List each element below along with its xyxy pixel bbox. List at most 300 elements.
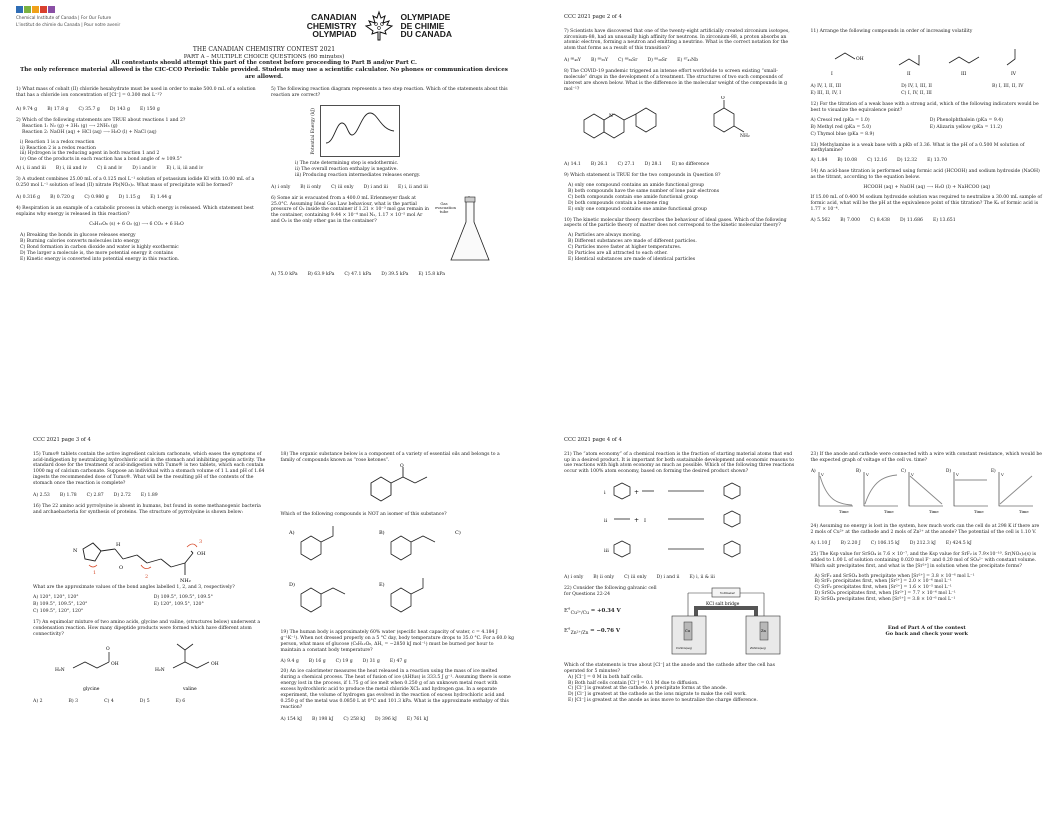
answer-option[interactable]: C) both compounds contain one amide functional group bbox=[568, 194, 698, 200]
flask-figure bbox=[435, 196, 495, 266]
answer-option[interactable]: C) Particles move faster at higher temperatures. bbox=[568, 245, 682, 251]
graph-x-label: Time bbox=[973, 509, 984, 515]
answer-option[interactable]: C) iii only bbox=[331, 184, 354, 190]
compound-label: III bbox=[960, 71, 966, 77]
answer-option[interactable]: C) [Cl⁻] is greatest at the cathode. A precipitate forms at the anode. bbox=[568, 686, 727, 692]
question-9 bbox=[564, 173, 797, 212]
statement-item: i) The rate determining step is endothermic. bbox=[295, 161, 399, 167]
statement-item: iii) Hydrogen is the reducing agent in both reaction 1 and 2 bbox=[20, 151, 160, 157]
svg-text:OH: OH bbox=[855, 56, 864, 62]
answer-option[interactable]: C) iii only bbox=[624, 575, 647, 581]
cic-logo bbox=[16, 6, 120, 13]
svg-text:B): B) bbox=[855, 468, 861, 474]
question-19 bbox=[281, 630, 515, 664]
page-2 bbox=[529, 0, 1057, 410]
answer-option[interactable]: B) 10.08 bbox=[837, 158, 858, 164]
svg-text:H₂N: H₂N bbox=[155, 667, 165, 673]
answer-option[interactable]: C) 109.5°, 120°, 120° bbox=[33, 609, 84, 615]
page-2-left-column bbox=[564, 29, 797, 268]
question-stem: 11) Arrange the following compounds in order of increasing volatility bbox=[810, 28, 973, 34]
answer-options bbox=[16, 195, 257, 201]
answer-option[interactable]: E) i, ii and iii bbox=[397, 184, 428, 190]
answer-option[interactable]: D) Phenolphthalein (pKa = 9.4) bbox=[929, 117, 1003, 123]
svg-text:Voltmeter: Voltmeter bbox=[720, 590, 735, 595]
svg-text:i: i bbox=[604, 490, 606, 497]
answer-option[interactable]: A) 9.74 g bbox=[16, 107, 38, 113]
rose-ketone-structure bbox=[281, 463, 501, 509]
answer-option[interactable]: C) 8.438 bbox=[870, 218, 890, 224]
cic-tagline-fr: L'institut de chimie du Canada | Pour notre avenir bbox=[16, 22, 121, 28]
answer-option[interactable]: E) 761 kJ bbox=[406, 716, 429, 722]
olymp-en-line: CANADIAN bbox=[311, 11, 357, 22]
cic-logo-square-blue bbox=[16, 6, 23, 13]
svg-text:B): B) bbox=[378, 530, 385, 537]
answer-option[interactable]: C) 27.1 bbox=[617, 162, 635, 168]
atom-economy-reactions-figure bbox=[564, 479, 784, 565]
answer-option[interactable]: A) SrF₂ and SrSO₄ both precipitate when [Sr²⁺] = 3.8 × 10⁻⁶ mol L⁻¹ bbox=[814, 573, 975, 579]
answer-option[interactable]: B) ⁸⁹₃₉Y bbox=[590, 58, 608, 64]
graph-y-label: V bbox=[820, 472, 824, 478]
instructions-line-2: The only reference material allowed is the CIC-CCO Periodic Table provided. Students may use a scientific calculator. No phones or communication devices are allowed. bbox=[20, 67, 508, 81]
svg-text:ZnSO₄(aq): ZnSO₄(aq) bbox=[750, 645, 766, 650]
volatility-compounds-figure bbox=[811, 35, 1031, 79]
answer-option[interactable]: C) 12.16 bbox=[867, 158, 888, 164]
svg-text:O: O bbox=[106, 646, 110, 652]
valine-label: valine bbox=[183, 686, 197, 692]
answer-option[interactable]: B) 109.5°, 109.5°, 120° bbox=[33, 602, 88, 608]
answer-option[interactable]: E) 6 bbox=[175, 699, 186, 705]
answer-option[interactable]: D) 109.5°, 109.5°, 109.5° bbox=[153, 595, 213, 601]
cic-logo-square-red bbox=[40, 6, 47, 13]
graph-y-label: V bbox=[865, 472, 869, 478]
answer-option[interactable]: C) 47.1 kPa bbox=[344, 271, 372, 277]
question-stem: 17) An equimolar mixture of two amino acids, glycine and valine, (structures below) underwent a condensation reaction. How many dipeptide products were formed which have different atom connectivity? bbox=[33, 619, 261, 637]
answer-option[interactable]: D) both compounds contain a benzene ring bbox=[568, 200, 669, 206]
question-stem: 10) The kinetic molecular theory describes the behaviour of ideal gases. Which of the following aspects of the particle theory of matter does not correspond to the kinetic molecular theory? bbox=[564, 217, 787, 229]
answer-option[interactable]: A) Breaking the bonds in glucose releases energy bbox=[20, 233, 136, 239]
page-1-right-column bbox=[271, 87, 512, 282]
answer-option[interactable]: B) ii only bbox=[593, 575, 615, 581]
y-axis-label: Potential Energy (kJ) bbox=[311, 107, 316, 155]
answer-options bbox=[564, 58, 797, 64]
question-stem: 16) The 22 amino acid pyrrolysine is absent in humans, but found in some methanogenic bacteria and archaebacteria for synthesis of proteins. The structure of pyrrolysine is shown below: bbox=[33, 503, 261, 515]
contest-banner bbox=[16, 6, 512, 46]
end-line-1: End of Part A of the contest bbox=[887, 624, 966, 631]
statement-list bbox=[16, 140, 257, 164]
answer-option[interactable]: B) both compounds have the same number of lone pair electrons bbox=[568, 189, 720, 195]
answer-option[interactable]: B) Burning calories converts molecules into energy bbox=[20, 239, 140, 245]
answer-option[interactable]: C) 4 bbox=[104, 699, 114, 705]
answer-option[interactable]: A) 75.0 kPa bbox=[271, 271, 298, 277]
answer-option[interactable]: E) 424.5 kJ bbox=[945, 541, 972, 547]
question-stem: 20) An ice calorimeter measures the heat released in a reaction using the mass of ice melted during a chemical process. The heat of fusion of ice (ΔHfus) is 333.5 J g⁻¹. Assuming there is some energy lost in the process, if 1.75 g of ice melt when 0.250 g of an unknown metal react with excess hydrochloric acid to produce the metal chloride XCl₂ and hydrogen gas. In a separate experiment, the volume of hydrogen gas evolved in the reaction of excess hydrochloric acid and 0.250 g of the metal was 0.0850 L at 0°C and 101.3 kPa. What is the approximate enthalpy of this reaction? bbox=[280, 669, 511, 710]
page-4-right-column bbox=[811, 452, 1044, 709]
question-stem-2: If 15.00 mL of 0.400 M sodium hydroxide solution was required to neutralize a 30.00 mL sample of formic acid, what will be the pH at the equivalence point of this titration? The Kₐ of formic acid is 1.77 × 10⁻⁴. bbox=[810, 194, 1042, 212]
galvanic-cell-diagram bbox=[668, 586, 784, 658]
question-stem-2: What are the approximate values of the bond angles labelled 1, 2, and 3, respectively? bbox=[33, 585, 235, 591]
cu-potential-value: +0.34 V bbox=[596, 607, 621, 614]
compound-label: I bbox=[830, 71, 833, 77]
answer-option[interactable]: D) 2.72 bbox=[113, 492, 131, 498]
answer-options bbox=[16, 166, 257, 172]
question-stem: 14) An acid-base titration is performed using formic acid (HCOOH) and sodium hydroxide (NaOH) as the titrant, according to the equation below. bbox=[810, 169, 1040, 181]
salt-bridge-label: KCl salt bridge bbox=[706, 601, 740, 607]
question-4 bbox=[16, 206, 257, 263]
question-10 bbox=[564, 218, 797, 263]
question-22 bbox=[564, 586, 797, 704]
instructions-line-1: All contestants should attempt this part of the contest before proceeding to Part B and/or Part C. bbox=[111, 60, 417, 67]
question-stem: 1) What mass of cobalt (II) chloride hexahydrate must be used in order to make 500.0 mL of a solution that has a chloride ion concentration of [Cl⁻] = 0.300 mol L⁻¹? bbox=[16, 87, 256, 99]
answer-options bbox=[33, 493, 267, 499]
answer-option[interactable]: C) 35.7 g bbox=[78, 107, 100, 113]
answer-options bbox=[564, 575, 797, 581]
page-3-right-column bbox=[281, 452, 515, 728]
svg-text:1: 1 bbox=[93, 569, 97, 576]
svg-text:OH: OH bbox=[111, 661, 119, 667]
statement-item: iv) One of the products in each reaction has a bond angle of ≈ 109.5° bbox=[20, 157, 182, 163]
answer-options bbox=[811, 541, 1044, 547]
answer-option[interactable]: B) Both half cells contain [Cl⁻] = 0.1 M due to diffusion. bbox=[568, 680, 699, 686]
page-1 bbox=[0, 0, 528, 410]
question-2 bbox=[16, 118, 257, 172]
answer-option[interactable]: C) I, IV, II, III bbox=[901, 91, 932, 97]
question-6 bbox=[271, 196, 512, 278]
statement-item: iii) Producing reaction intermediates releases energy. bbox=[295, 172, 421, 178]
cic-logo-square-purple bbox=[48, 6, 55, 13]
page-3 bbox=[0, 411, 528, 821]
svg-text:E): E) bbox=[990, 468, 996, 474]
statement-item: ii) Reaction 2 is a redox reaction bbox=[20, 145, 96, 151]
question-stem: 2) Which of the following statements are TRUE about reactions 1 and 2? bbox=[16, 118, 186, 124]
graph-x-label: Time bbox=[883, 509, 894, 515]
question-13 bbox=[811, 143, 1044, 165]
answer-options bbox=[33, 699, 267, 705]
svg-text:+: + bbox=[634, 489, 640, 497]
question-stem: 19) The human body is approximately 60% water (specific heat capacity of water, c = 4.184 J g⁻¹K⁻¹). When not dressed properly on a 5 °C day, body temperature drops to 35.0 °C. For a 60.0 kg person, what mass of glucose (C₆H₁₂O₆, ΔH꜀ = −2850 kJ mol⁻¹) must be burned per hour to maintain a constant body temperature? bbox=[280, 630, 514, 653]
answer-options bbox=[281, 659, 515, 665]
svg-text:NH₂: NH₂ bbox=[180, 577, 191, 583]
answer-option[interactable]: A) Cresol red (pKa = 1.0) bbox=[810, 117, 870, 123]
answer-option[interactable]: E) only one compound contains one amine functional group bbox=[568, 206, 707, 212]
answer-options bbox=[16, 107, 257, 113]
answer-option[interactable]: E) 13.70 bbox=[927, 158, 947, 164]
answer-options bbox=[564, 233, 797, 262]
answer-option[interactable]: A) 1.10 J bbox=[810, 541, 831, 547]
answer-options bbox=[811, 158, 1044, 164]
svg-text:C): C) bbox=[900, 468, 906, 474]
answer-option[interactable]: C) 19 g bbox=[335, 658, 353, 664]
question-stem: 23) If the anode and cathode were connected with a wire with constant resistance, which would be the expected graph of voltage of the cell vs. time? bbox=[810, 451, 1042, 463]
contest-title: THE CANADIAN CHEMISTRY CONTEST 2021 bbox=[192, 46, 336, 53]
respiration-equation: C₆H₁₂O₆ (s) + 6 O₂ (g) ⟶ 6 CO₂ + 6 H₂O bbox=[89, 222, 184, 228]
cic-logo-square-orange bbox=[32, 6, 39, 13]
answer-option[interactable]: A) Particles are always moving. bbox=[568, 233, 642, 239]
answer-option[interactable]: B) 26.1 bbox=[590, 162, 608, 168]
contest-title-block bbox=[16, 46, 512, 81]
answer-option[interactable]: D) 11.686 bbox=[899, 218, 923, 224]
question-17 bbox=[33, 620, 267, 705]
answer-option[interactable]: D) 1.15 g bbox=[118, 194, 141, 200]
energy-profile-graph bbox=[320, 105, 400, 157]
answer-option[interactable]: B) 198 kJ bbox=[311, 716, 334, 722]
answer-option[interactable]: D) 143 g bbox=[109, 107, 130, 113]
question-stem: 18) The organic substance below is a component of a variety of essential oils and belongs to a family of compounds known as “rose ketones”. bbox=[280, 451, 500, 463]
answer-option[interactable]: B) Different substances are made of different particles. bbox=[568, 239, 697, 245]
page-1-columns bbox=[16, 87, 512, 282]
question-stem-2: Which of the statements is true about [Cl⁻] at the anode and the cathode after the cell has operated for 5 minutes? bbox=[564, 662, 775, 674]
answer-option[interactable]: E) Alizarin yellow (pKa = 11.2) bbox=[929, 124, 1002, 130]
page-3-left-column bbox=[33, 452, 267, 728]
svg-text:Zn: Zn bbox=[761, 628, 766, 633]
page-2-columns bbox=[564, 29, 1043, 268]
answer-option[interactable]: D) IV, I, III, II bbox=[901, 84, 932, 90]
answer-option[interactable]: C) Bond formation in carbon dioxide and water is highly exothermic bbox=[20, 245, 179, 251]
answer-option[interactable]: D) i and ii bbox=[656, 575, 680, 581]
answer-option[interactable]: C) 2.87 bbox=[86, 492, 104, 498]
answer-option[interactable]: D) 212.3 kJ bbox=[909, 541, 936, 547]
question-stem: 15) Tums® tablets contain the active ingredient calcium carbonate, which eases the symptoms of acid-indigestion by neutralizing hydrochloric acid in the stomach and inhibiting pepsin activity. The standard dose for the treatment of acid-indigestion with Tums® is two tablets, which each contain 1000 mg of calcium carbonate. Suppose an individual with a stomach volume of 1 L and pH of 1.64 ingests the recommended dose of Tums®. What will be the resulting pH of the contents of the stomach once the reaction is complete? bbox=[33, 451, 266, 487]
svg-text:H₂N: H₂N bbox=[55, 667, 65, 673]
question-24 bbox=[811, 524, 1044, 547]
answer-option[interactable]: E) 13.651 bbox=[932, 218, 956, 224]
question-5 bbox=[271, 87, 512, 190]
answer-option[interactable]: D) 39.5 kPa bbox=[381, 271, 409, 277]
question-stem: 6) Some air is evacuated from a 400.0 mL Erlenmeyer flask at 25.0°C. Assuming Ideal Gas Law behaviour, what is the partial pressure of O₂ inside the container if 1.21 × 10⁻³ mol gas remain in the container, containing 9.44 × 10⁻⁴ mol N₂, 1.17 × 10⁻⁵ mol Ar and O₂ is the only other gas in the container? bbox=[271, 195, 430, 225]
answer-option[interactable]: A) 2 bbox=[33, 699, 43, 705]
answer-option[interactable]: B) 0.720 g bbox=[50, 194, 75, 200]
answer-option[interactable]: B) Methyl red (pKa = 5.0) bbox=[810, 124, 871, 130]
answer-option[interactable]: D) 396 kJ bbox=[375, 716, 397, 722]
answer-option[interactable]: A) 0.316 g bbox=[16, 194, 41, 200]
answer-option[interactable]: D) 12.32 bbox=[897, 158, 918, 164]
svg-text:ii: ii bbox=[604, 518, 608, 525]
svg-text:OH: OH bbox=[197, 550, 206, 557]
answer-option[interactable]: C) 0.980 g bbox=[84, 194, 109, 200]
cu-potential: $E^\circ_{Cu^{2+}/Cu} = +0.34$ V bbox=[564, 607, 621, 616]
answer-option[interactable]: C) Thymol blue (pKa = 8.9) bbox=[810, 131, 875, 137]
drug-structures-figure bbox=[564, 96, 784, 154]
answer-option[interactable]: B) 2.20 J bbox=[840, 541, 861, 547]
question-stem-2: Which of the following compounds is NOT an isomer of this substance? bbox=[280, 512, 447, 518]
answer-option[interactable]: A) only one compound contains an amide functional group bbox=[568, 183, 705, 189]
answer-option[interactable]: E) i, ii & iii bbox=[689, 575, 715, 581]
answer-options bbox=[16, 233, 257, 262]
svg-text:iii: iii bbox=[604, 548, 609, 555]
maple-leaf-icon bbox=[363, 10, 395, 42]
answer-option[interactable]: A) 14.1 bbox=[564, 162, 581, 168]
graph-x-label: Time bbox=[838, 509, 849, 515]
answer-options bbox=[811, 574, 1044, 603]
answer-option[interactable]: B) ii only bbox=[300, 184, 322, 190]
question-3 bbox=[16, 177, 257, 201]
answer-option[interactable]: E) III, II, IV, I bbox=[810, 91, 842, 97]
question-stem: 9) Which statement is TRUE for the two compounds in Question 8? bbox=[564, 173, 721, 179]
question-stem: 13) Methylamine is a weak base with a pKb of 3.36. What is the pH of a 0.500 M solution of methylamine? bbox=[810, 142, 1025, 154]
answer-option[interactable]: B) 16 g bbox=[308, 658, 326, 664]
svg-text:OH: OH bbox=[211, 661, 219, 667]
answer-option[interactable]: C) ii and iv bbox=[96, 166, 123, 172]
answer-option[interactable]: A) IV, I, II, III bbox=[810, 84, 842, 90]
page-2-right-column bbox=[811, 29, 1044, 268]
answer-option[interactable]: B) I, III, II, IV bbox=[991, 84, 1024, 90]
svg-text:N: N bbox=[73, 547, 78, 554]
answer-option[interactable]: A) 9.4 g bbox=[280, 658, 299, 664]
answer-option[interactable]: A) i only bbox=[564, 575, 584, 581]
svg-text:A): A) bbox=[288, 530, 295, 537]
answer-options bbox=[564, 162, 797, 168]
answer-option[interactable]: A) 5.562 bbox=[810, 218, 831, 224]
svg-text:A): A) bbox=[810, 468, 816, 474]
compound-label: IV bbox=[1010, 71, 1016, 77]
answer-option[interactable]: A) i only bbox=[271, 184, 291, 190]
graph-y-label: V bbox=[955, 472, 959, 478]
question-1 bbox=[16, 87, 257, 113]
answer-option[interactable]: D) i and iv bbox=[132, 166, 157, 172]
answer-option[interactable]: D) The larger a molecule is, the more potential energy it contains bbox=[20, 250, 174, 256]
answer-option[interactable]: C) 258 kJ bbox=[343, 716, 366, 722]
answer-option[interactable]: B) 17.8 g bbox=[47, 107, 69, 113]
answer-option[interactable]: E) 47 g bbox=[389, 658, 407, 664]
olymp-fr-line: DU CANADA bbox=[400, 29, 452, 40]
question-stem: 21) The “atom economy” of a chemical reaction is the fraction of starting material atoms that end up in a desired product. It is important for both sustainable development and economic reasons to use reactions with high atom economy as much as possible. Which of the following three reactions occur with 100% atom economy, based on forming the desired product shown? bbox=[564, 451, 795, 475]
answer-option[interactable]: B) i, iii and iv bbox=[55, 166, 87, 172]
galvanic-cell-text bbox=[564, 586, 662, 658]
answer-options bbox=[564, 183, 797, 212]
answer-option[interactable]: A) [Cl⁻] = 0 M in both half cells. bbox=[568, 674, 644, 680]
question-25 bbox=[811, 552, 1044, 603]
answer-options bbox=[811, 84, 1044, 97]
answer-options bbox=[271, 272, 512, 278]
answer-option[interactable]: E) 1.89 bbox=[140, 492, 158, 498]
question-stem: 22) Consider the following galvanic cell for Questions 22-24 bbox=[564, 585, 657, 597]
question-8 bbox=[564, 69, 797, 168]
answer-option[interactable]: E) 1.44 g bbox=[150, 194, 172, 200]
answer-option[interactable]: A) 2.53 bbox=[33, 492, 50, 498]
answer-option[interactable]: E) 120°, 109.5°, 120° bbox=[153, 602, 204, 608]
answer-option[interactable]: E) ⁸⁷₄₁Nb bbox=[677, 58, 699, 64]
graph-x-label: Time bbox=[928, 509, 939, 515]
answer-option[interactable]: B) SrF₂ precipitates first, when [Sr²⁺] = 2.0 × 10⁻⁶ mol L⁻¹ bbox=[814, 579, 952, 585]
answer-option[interactable]: C) 106.15 kJ bbox=[870, 541, 900, 547]
question-stem: 7) Scientists have discovered that one of the twenty-eight artificially created zirconium isotopes, zirconium-88, had an unusually high affinity for neutrons. In zirconium-88, a proton absorbs an atomic electron, forming a neutron and emitting a neutrino. What is the correct notation for the atom that forms as a result of this transition? bbox=[564, 28, 790, 52]
answer-options bbox=[811, 118, 1044, 138]
answer-option[interactable]: D) [Cl⁻] is greatest at the cathode as the ions migrate to make the cell work. bbox=[568, 692, 747, 698]
answer-option[interactable]: E) no difference bbox=[671, 162, 710, 168]
svg-text:+: + bbox=[634, 517, 640, 525]
statement-list bbox=[291, 161, 512, 179]
answer-options bbox=[564, 675, 797, 704]
question-stem: 24) Assuming no energy is lost in the system, how much work can the cell do at 298 K if there are 2 mols of Cu²⁺ at the cathode and 2 mols of Zn²⁺ at the anode? The potential of the cell is 1.10 V. bbox=[810, 524, 1040, 536]
answer-option[interactable]: C) ⁸⁸₃₉Sr bbox=[618, 58, 638, 64]
question-18 bbox=[281, 452, 515, 625]
answer-option[interactable]: D) 5 bbox=[139, 699, 150, 705]
svg-text:C): C) bbox=[454, 530, 461, 537]
answer-option[interactable]: E) i, ii, iii and iv bbox=[166, 166, 204, 172]
svg-text:3: 3 bbox=[199, 538, 203, 545]
answer-option[interactable]: D) Particles are all attracted to each other. bbox=[568, 250, 668, 256]
answer-option[interactable]: E) [Cl⁻] is greatest at the anode as ions move to neutralize the charge difference. bbox=[568, 698, 758, 704]
svg-text:O: O bbox=[119, 564, 124, 571]
answer-option[interactable]: E) 15.8 kPa bbox=[418, 271, 446, 277]
svg-text:O: O bbox=[399, 464, 404, 470]
cic-logo-block bbox=[16, 6, 120, 28]
svg-text:NH₂: NH₂ bbox=[740, 133, 750, 139]
zn-potential: $E^\circ_{Zn^{2+}/Zn} = -0.76$ V bbox=[564, 628, 621, 637]
answer-option[interactable]: A) 154 kJ bbox=[280, 716, 302, 722]
zn-potential-value: −0.76 V bbox=[596, 628, 621, 635]
question-15 bbox=[33, 452, 267, 499]
olymp-fr-line: DE CHIMIE bbox=[400, 20, 445, 31]
answer-options bbox=[281, 717, 515, 723]
question-stem: 4) Respiration is an example of a catabolic process in which energy is released. Which statement best explains why energy is released in this reaction? bbox=[16, 205, 254, 217]
question-7 bbox=[564, 29, 797, 64]
svg-text:E): E) bbox=[378, 582, 385, 589]
graph-x-label: Time bbox=[1018, 509, 1029, 515]
page-4 bbox=[529, 411, 1057, 821]
question-14 bbox=[811, 169, 1044, 224]
answer-option[interactable]: B) 3 bbox=[68, 699, 79, 705]
question-21 bbox=[564, 452, 797, 581]
svg-text:D): D) bbox=[288, 582, 295, 589]
answer-option[interactable]: E) Kinetic energy is converted into potential energy in this reaction. bbox=[20, 256, 180, 262]
olymp-en-line: CHEMISTRY bbox=[306, 20, 357, 31]
voltage-time-graphs bbox=[811, 466, 1039, 516]
svg-text:Cu: Cu bbox=[685, 628, 691, 633]
answer-option[interactable]: B) 1.78 bbox=[59, 492, 77, 498]
end-line-2: Go back and check your work bbox=[885, 631, 969, 638]
end-of-part-a bbox=[811, 625, 1044, 638]
answer-option[interactable]: D) i and iii bbox=[363, 184, 388, 190]
evacuation-tube-label: Gas evacuation tube bbox=[435, 200, 456, 215]
olympiad-logo bbox=[307, 10, 452, 42]
svg-text:CuSO₄(aq): CuSO₄(aq) bbox=[676, 645, 692, 650]
question-11 bbox=[811, 29, 1044, 98]
question-6-body bbox=[271, 196, 512, 266]
answer-option[interactable]: E) 150 g bbox=[139, 107, 160, 113]
question-20 bbox=[281, 669, 515, 722]
svg-text:D): D) bbox=[945, 468, 951, 474]
answer-option[interactable]: C) SrF₂ precipitates first, when [Sr²⁺] = 1.6 × 10⁻⁵ mol L⁻¹ bbox=[814, 585, 952, 591]
answer-option[interactable]: B) 63.9 kPa bbox=[307, 271, 335, 277]
svg-text:O: O bbox=[721, 95, 725, 101]
part-a-title: PART A – MULTIPLE CHOICE QUESTIONS (60 minutes) bbox=[183, 53, 345, 60]
answer-option[interactable]: D) 31 g bbox=[362, 658, 380, 664]
svg-text:N: N bbox=[609, 113, 613, 119]
page-4-columns bbox=[564, 452, 1043, 709]
answer-options bbox=[811, 218, 1044, 224]
pyrrolysine-structure bbox=[63, 519, 263, 583]
answer-option[interactable]: B) 7.000 bbox=[840, 218, 861, 224]
olymp-en-line: OLYMPIAD bbox=[312, 29, 357, 40]
amino-acid-structures bbox=[33, 638, 253, 694]
cic-tagline-en: Chemical Institute of Canada | For Our Future bbox=[16, 15, 112, 20]
svg-text:2: 2 bbox=[145, 573, 149, 580]
answer-option[interactable]: E) SrSO₄ precipitates first, when [Sr²⁺] = 3.8 × 10⁻⁶ mol L⁻¹ bbox=[814, 597, 956, 603]
answer-option[interactable]: D) ⁸⁸₃₈Sr bbox=[647, 58, 668, 64]
answer-option[interactable]: D) SrSO₄ precipitates first, when [Sr²⁺] = 7.7 × 10⁻⁶ mol L⁻¹ bbox=[814, 591, 956, 597]
answer-option[interactable]: A) 120°, 120°, 120° bbox=[33, 595, 79, 601]
answer-option[interactable]: A) 1.84 bbox=[810, 158, 828, 164]
statement-item: ii) The overall reaction enthalpy is negative. bbox=[295, 167, 398, 173]
cic-logo-square-green bbox=[24, 6, 31, 13]
answer-option[interactable]: D) 28.1 bbox=[644, 162, 662, 168]
answer-options bbox=[33, 595, 267, 615]
answer-option[interactable]: A) i, ii and iii bbox=[16, 166, 46, 172]
answer-option[interactable]: E) Identical substances are made of identical particles bbox=[568, 256, 696, 262]
reaction-1: Reaction 1: N₂ (g) + 3H₂ (g) ⟶ 2NH₃ (g) bbox=[22, 123, 118, 129]
question-stem: 25) The Ksp value for SrSO₄ is 7.6 × 10⁻⁷, and the Ksp value for SrF₂ is 7.9×10⁻¹⁰. Sr(NO₃)₂(s) is added to 1.00 L of solution containing 0.020 mol F⁻ and 0.20 mol of SO₄²⁻ with constant volume. Which salt precipitates first, and what is the [Sr²⁺] in solution when the precipitate forms? bbox=[810, 551, 1037, 569]
answer-option[interactable]: A) ⁸⁸₄₀Y bbox=[564, 58, 581, 64]
